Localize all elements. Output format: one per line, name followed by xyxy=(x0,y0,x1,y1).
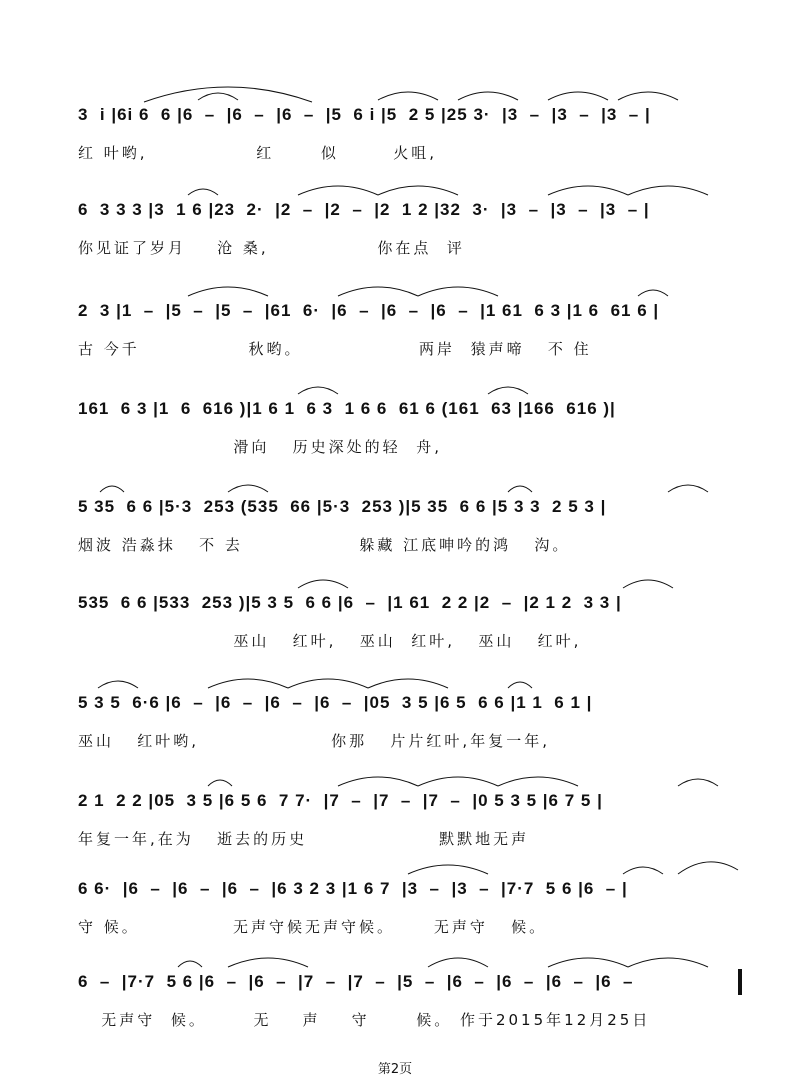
lyric-line: 滑向 历史深处的轻 舟, xyxy=(78,438,442,456)
lyric-line: 红 叶哟, 红 似 火咀, xyxy=(78,144,438,162)
lyric-line: 巫山 红叶哟, 你那 片片红叶,年复一年, xyxy=(78,732,550,750)
lyric-line: 巫山 红叶, 巫山 红叶, 巫山 红叶, xyxy=(78,632,582,650)
final-barline xyxy=(738,969,742,995)
lyric-line: 无声守 候。 无 声 守 候。 作于2015年12月25日 xyxy=(78,1011,651,1029)
lyric-line: 你见证了岁月 沧 桑, 你在点 评 xyxy=(78,239,465,257)
notation-line: 161 6 3 |1 6 616 )|1 6 1 6 3 1 6 6 61 6 (161 63 |166 616 )| xyxy=(78,399,616,418)
lyric-line: 年复一年,在为 逝去的历史 默默地无声 xyxy=(78,830,530,848)
notation-line: 535 6 6 |533 253 )|5 3 5 6 6 |6 – |1 61 2 2 |2 – |2 1 2 3 3 | xyxy=(78,593,622,612)
notation-line: 6 6· |6 – |6 – |6 – |6 3 2 3 |1 6 7 |3 – |3 – |7·7 5 6 |6 – | xyxy=(78,879,628,898)
notation-line: 5 35 6 6 |5·3 253 (535 66 |5·3 253 )|5 35 6 6 |5 3 3 2 5 3 | xyxy=(78,497,607,516)
notation-line: 2 1 2 2 |05 3 5 |6 5 6 7 7· |7 – |7 – |7 – |0 5 3 5 |6 7 5 | xyxy=(78,791,603,810)
notation-line: 5 3 5 6·6 |6 – |6 – |6 – |6 – |05 3 5 |6 5 6 6 |1 1 6 1 | xyxy=(78,693,593,712)
notation-line: 3 i |6i 6 6 |6 – |6 – |6 – |5 6 i |5 2 5 |25 3· |3 – |3 – |3 – | xyxy=(78,105,651,124)
lyric-line: 烟波 浩淼抹 不 去 躲藏 江底呻吟的鸿 沟。 xyxy=(78,536,571,554)
lyric-line: 古 今千 秋哟。 两岸 猿声啼 不 住 xyxy=(78,340,592,358)
notation-line: 2 3 |1 – |5 – |5 – |61 6· |6 – |6 – |6 – |1 61 6 3 |1 6 61 6 | xyxy=(78,301,660,320)
lyric-line: 守 候。 无声守候无声守候。 无声守 候。 xyxy=(78,918,548,936)
notation-line: 6 – |7·7 5 6 |6 – |6 – |7 – |7 – |5 – |6 – |6 – |6 – |6 – xyxy=(78,972,634,991)
notation-line: 6 3 3 3 |3 1 6 |23 2· |2 – |2 – |2 1 2 |32 3· |3 – |3 – |3 – | xyxy=(78,200,650,219)
page-number: 第2页 xyxy=(377,1062,413,1077)
